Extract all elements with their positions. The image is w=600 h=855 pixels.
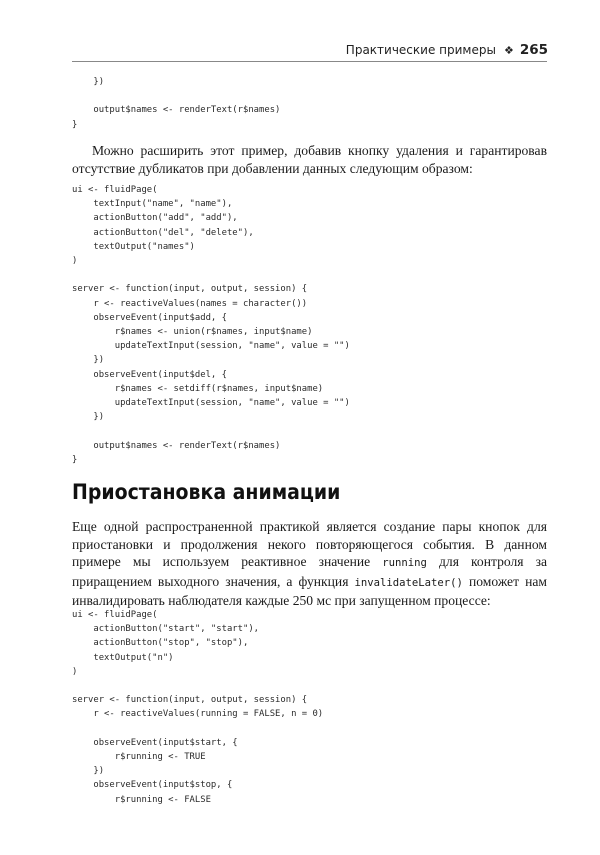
code-line: ui <- fluidPage( <box>72 185 158 195</box>
code-line: textInput("name", "name"), <box>72 199 233 210</box>
inline-code-invalidatelater: invalidateLater() <box>354 576 463 589</box>
code-line <box>72 89 280 103</box>
code-line <box>72 722 323 736</box>
code-block-1 <box>72 75 280 132</box>
inline-code-running: running <box>382 557 427 570</box>
code-line: r$running <- TRUE <box>72 752 206 763</box>
code-line: }) <box>72 77 105 87</box>
code-line: r <- reactiveValues(names = character()) <box>72 298 308 309</box>
code-line: }) <box>72 766 105 777</box>
code-line: ui <- fluidPage( <box>72 610 158 620</box>
header-rule <box>72 61 547 62</box>
paragraph-2-text-3: поможет нам инвалидировать наблюдателя каждые 250 мс при запущенном процессе: <box>72 573 547 609</box>
code-line: }) <box>72 412 105 423</box>
page-number: 265 <box>519 42 548 58</box>
code-line: r$names <- setdiff(r$names, input$name) <box>72 383 324 394</box>
code-line: textOutput("n") <box>72 652 174 663</box>
code-line: updateTextInput(session, "name", value = "") <box>72 398 350 409</box>
code-line: actionButton("start", "start"), <box>72 624 260 635</box>
code-line: output$names <- renderText(r$names) <box>72 105 281 116</box>
code-line: actionButton("stop", "stop"), <box>72 638 249 649</box>
code-line: } <box>72 454 78 465</box>
code-block-2 <box>72 183 350 467</box>
code-line: actionButton("del", "delete"), <box>72 227 254 238</box>
code-line: r$names <- union(r$names, input$name) <box>72 327 313 338</box>
paragraph-2-text-2: для контроля за приращением выходного значения, а функция <box>72 554 547 589</box>
code-line: observeEvent(input$start, { <box>72 737 238 748</box>
code-block-3 <box>72 608 323 807</box>
code-line: observeEvent(input$add, { <box>72 312 227 323</box>
paragraph-1-text: Можно расширить этот пример, добавив кнопку удаления и гарантировав отсутствие дубликатов при добавлении данных следующим образом: <box>72 143 547 176</box>
paragraph-2-text-1: Еще одной распространенной практикой является создание пары кнопок для приостановки и продолжения некого повторяющегося события. В данном примере мы используем реактивное значение <box>72 519 547 570</box>
paragraph-2 <box>72 518 547 610</box>
code-line: textOutput("names") <box>72 241 195 252</box>
code-line: updateTextInput(session, "name", value = "") <box>72 341 350 352</box>
code-line: server <- function(input, output, session) { <box>72 695 308 706</box>
diamond-ornament-icon: ❖ <box>503 44 514 57</box>
code-line: } <box>72 119 78 130</box>
section-heading: Приостановка анимации <box>72 480 341 504</box>
code-line: }) <box>72 355 105 366</box>
header-section-title: Практические примеры <box>345 43 496 57</box>
code-line: ) <box>72 666 78 677</box>
code-line <box>72 268 350 282</box>
code-line: output$names <- renderText(r$names) <box>72 440 281 451</box>
code-line: ) <box>72 256 78 267</box>
code-line <box>72 679 323 693</box>
code-line: r <- reactiveValues(running = FALSE, n = 0) <box>72 709 324 720</box>
code-line: observeEvent(input$del, { <box>72 369 227 380</box>
code-line <box>72 424 350 438</box>
paragraph-1 <box>72 142 547 177</box>
running-header <box>346 42 548 58</box>
code-line: r$running <- FALSE <box>72 794 211 805</box>
code-line: observeEvent(input$stop, { <box>72 780 233 791</box>
code-line: actionButton("add", "add"), <box>72 213 238 224</box>
code-line: server <- function(input, output, session) { <box>72 284 308 295</box>
